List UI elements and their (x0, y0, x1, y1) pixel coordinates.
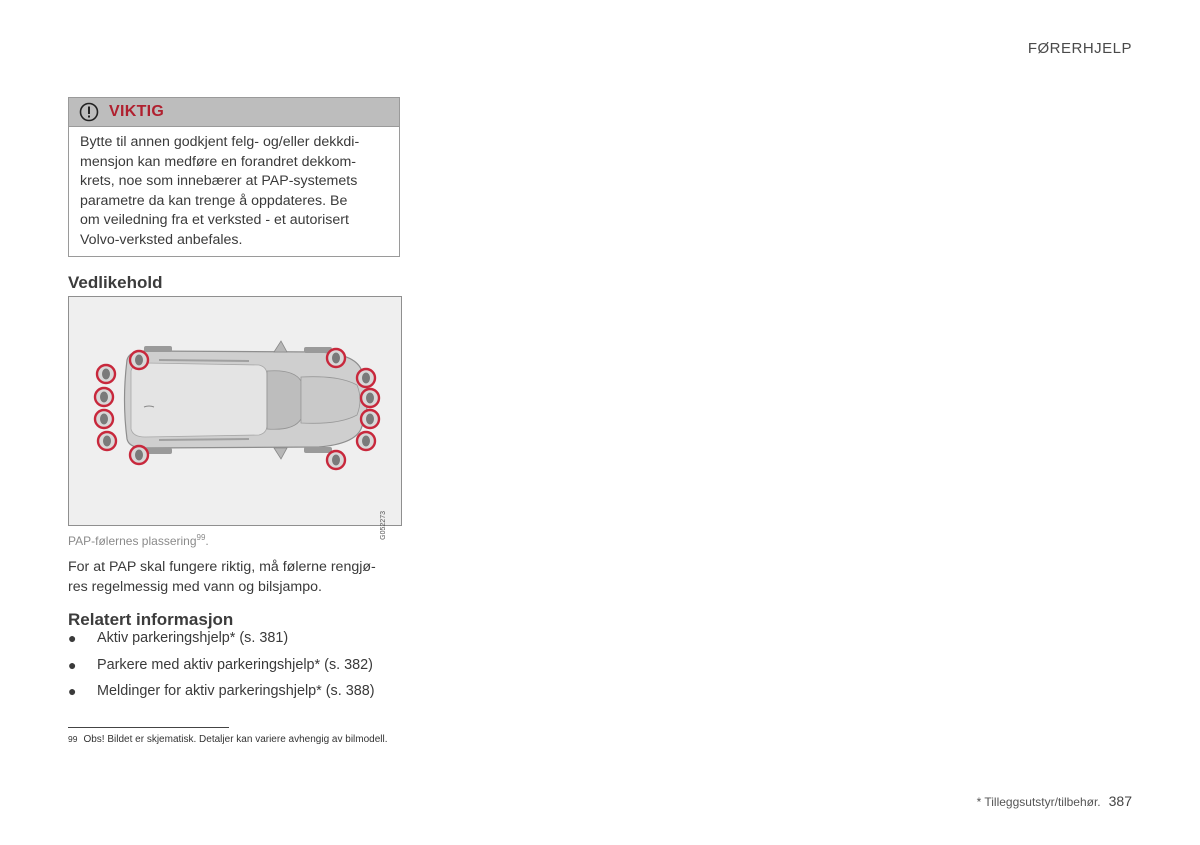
warning-box (68, 97, 400, 257)
sensor-marker (357, 369, 375, 387)
page-number: 387 (1108, 793, 1132, 809)
maintenance-heading: Vedlikehold (68, 273, 163, 292)
sensor-marker (97, 365, 115, 383)
related-list (68, 630, 375, 710)
caption-footnote-ref[interactable]: 99 (196, 533, 206, 542)
warning-line: Volvo-verksted anbefales. (80, 231, 243, 248)
car-top-view-illustration (69, 297, 401, 525)
footnote-text: Obs! Bildet er skjematisk. Detaljer kan variere avhengig av bilmodell. (83, 734, 388, 745)
maintenance-text (68, 558, 408, 597)
warning-line: Bytte til annen godkjent felg- og/eller dekkdi- (80, 134, 360, 150)
warning-line: krets, noe som innebærer at PAP-systemets (80, 173, 358, 189)
footnote (68, 734, 388, 745)
warning-line: om veiledning fra et verksted - et autorisert (80, 212, 349, 228)
bullet-icon: ● (68, 656, 77, 673)
footer-note: * Tilleggsutstyr/tilbehør. (976, 795, 1101, 809)
sensor-marker (130, 446, 148, 464)
related-link[interactable]: Aktiv parkeringshjelp* (s. 381) (97, 630, 289, 646)
page-footer (977, 793, 1132, 809)
sensor-marker (361, 389, 379, 407)
figure-code: G052273 (380, 511, 387, 540)
related-link[interactable]: Meldinger for aktiv parkeringshjelp* (s. 388) (97, 683, 375, 699)
sensor-marker (95, 410, 113, 428)
caption-text: PAP-følernes plassering (68, 534, 197, 548)
related-item[interactable] (68, 630, 375, 657)
footnote-number: 99 (68, 734, 78, 744)
related-link[interactable]: Parkere med aktiv parkeringshjelp* (s. 382) (97, 656, 373, 673)
section-header: FØRERHJELP (1027, 40, 1132, 57)
sensor-marker (98, 432, 116, 450)
bullet-icon: ● (68, 630, 77, 646)
maintenance-line: res regelmessig med vann og bilsjampo. (68, 578, 322, 595)
maintenance-line: For at PAP skal fungere riktig, må følerne rengjø- (68, 559, 376, 575)
warning-line: parametre da kan trenge å oppdateres. Be (80, 192, 348, 209)
warning-line: mensjon kan medføre en forandret dekkom- (80, 153, 356, 170)
sensor-marker (95, 388, 113, 406)
sensor-marker (357, 432, 375, 450)
sensor-marker (361, 410, 379, 428)
warning-text (69, 127, 399, 250)
related-heading: Relatert informasjon (68, 610, 234, 629)
figure-caption (68, 533, 209, 548)
related-item[interactable] (68, 657, 375, 684)
sensor-marker (327, 349, 345, 367)
warning-header (69, 98, 399, 127)
caption-end: . (205, 534, 209, 548)
footnote-divider (68, 727, 229, 728)
sensor-marker (327, 451, 345, 469)
sensor-marker (130, 351, 148, 369)
warning-title: VIKTIG (109, 103, 165, 120)
exclamation-icon (79, 102, 99, 122)
related-item[interactable] (68, 683, 375, 710)
bullet-icon: ● (68, 683, 77, 699)
